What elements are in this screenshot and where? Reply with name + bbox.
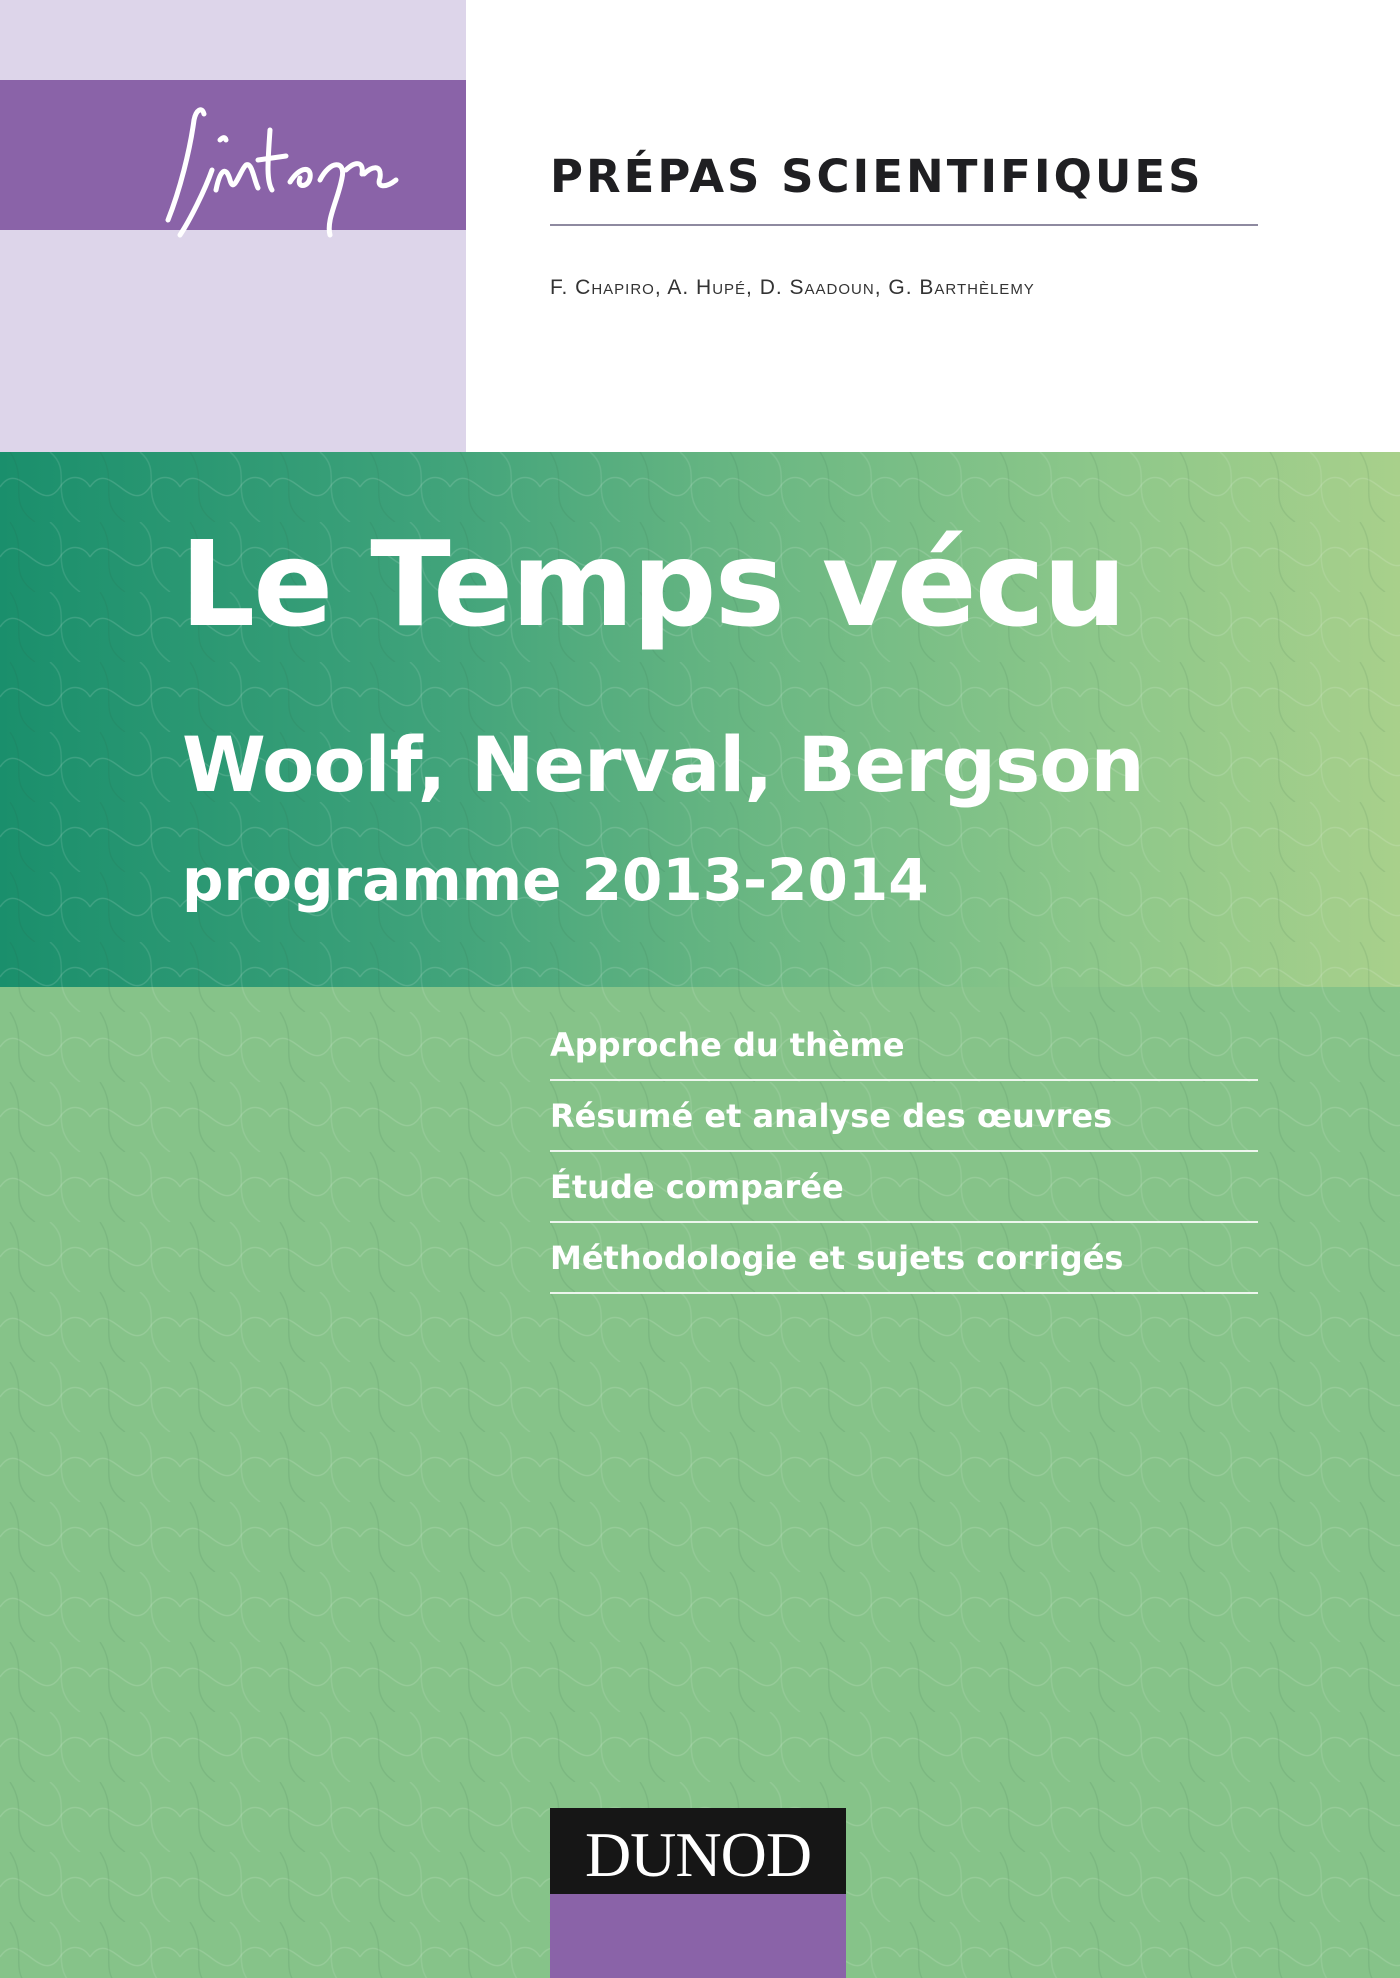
contents-item-label: Méthodologie et sujets corrigés <box>550 1239 1124 1277</box>
contents-item <box>550 1010 1258 1081</box>
book-subtitle-authors: Woolf, Nerval, Bergson <box>182 720 1144 809</box>
contents-item-label: Étude comparée <box>550 1168 844 1206</box>
contents-item <box>550 1223 1258 1294</box>
book-programme: programme 2013-2014 <box>182 846 929 914</box>
contents-item-label: Approche du thème <box>550 1026 905 1064</box>
series-logo-text: j'intègre <box>150 70 154 71</box>
series-logo <box>150 70 450 250</box>
contents-list <box>550 1010 1258 1294</box>
publisher-logo <box>550 1808 846 1894</box>
contents-item-label: Résumé et analyse des œuvres <box>550 1097 1113 1135</box>
collection-title: PRÉPAS SCIENTIFIQUES <box>550 150 1204 203</box>
authors-line: F. Chapiro, A. Hupé, D. Saadoun, G. Barthèlemy <box>550 276 1035 299</box>
publisher-strip <box>550 1894 846 1978</box>
book-title: Le Temps vécu <box>180 515 1125 653</box>
collection-divider <box>550 224 1258 226</box>
contents-item <box>550 1152 1258 1223</box>
publisher-name: DUNOD <box>584 1819 812 1890</box>
contents-item <box>550 1081 1258 1152</box>
